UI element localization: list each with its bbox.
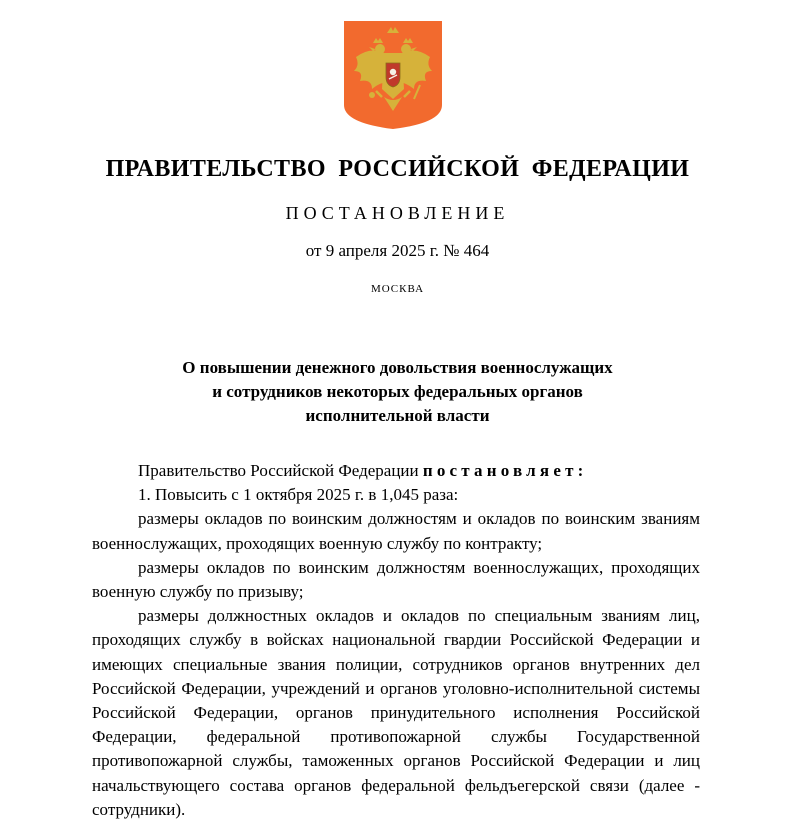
heading-line: исполнительной власти xyxy=(305,406,490,425)
heading-line: О повышении денежного довольствия военнослужащих xyxy=(182,358,613,377)
double-headed-eagle-icon xyxy=(342,19,444,131)
paragraph-4: размеры должностных окладов и окладов по специальным званиям лиц, проходящих службу в войсках национальной гвардии Российской Федерации и имеющих специальные звания полиции, сотрудников органов внутренних дел Российской Федерации, учреждений и органов уголовно-исполнительной системы Российской Федерации, органов принудительного исполнения Российской Федерации, федеральной противопожарной службы Государственной противопожарной службы, таможенных органов Российской Федерации и лиц начальствующего состава органов федеральной фельдъегерской связи (далее - сотрудники). xyxy=(92,606,700,819)
coat-of-arms-emblem xyxy=(342,19,444,131)
paragraph-3: размеры окладов по воинским должностям военнослужащих, проходящих военную службу по призыву; xyxy=(92,557,700,602)
intro-prefix: Правительство Российской Федерации xyxy=(138,461,423,480)
document-heading xyxy=(0,356,795,428)
organization-title: ПРАВИТЕЛЬСТВО РОССИЙСКОЙ ФЕДЕРАЦИИ xyxy=(105,156,690,182)
document-city: МОСКВА xyxy=(370,283,425,295)
paragraph-2: размеры окладов по воинским должностям и окладов по воинским званиям военнослужащих, проходящих военную службу по контракту; xyxy=(92,509,700,553)
document-body xyxy=(92,459,700,822)
document-date-number: от 9 апреля 2025 г. № 464 xyxy=(305,241,490,260)
heading-line: и сотрудников некоторых федеральных органов xyxy=(212,382,583,401)
paragraph-1: 1. Повысить с 1 октября 2025 г. в 1,045 раза: xyxy=(138,485,459,505)
decree-word: постановляет: xyxy=(422,461,588,480)
intro-paragraph xyxy=(92,459,700,483)
document-type: ПОСТАНОВЛЕНИЕ xyxy=(285,203,510,223)
